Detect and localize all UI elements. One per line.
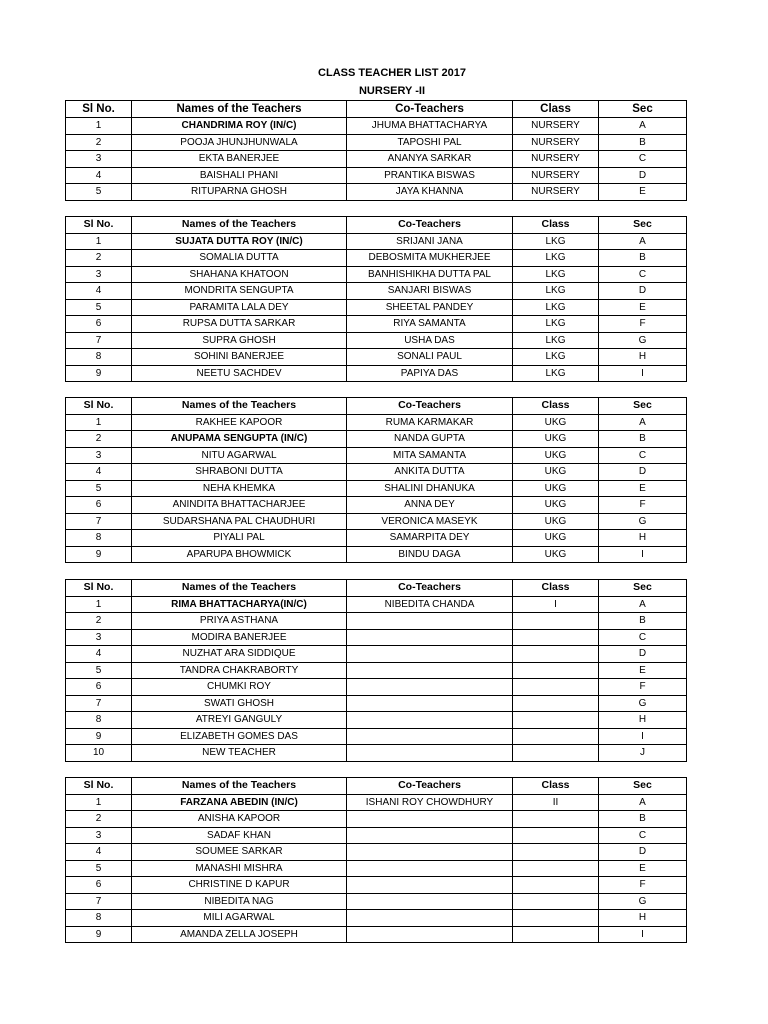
- cell-serial-no: 4: [66, 167, 132, 184]
- teacher-table: [65, 216, 687, 382]
- cell-class: NURSERY: [513, 167, 599, 184]
- table-row: [66, 414, 687, 431]
- cell-serial-no: 4: [66, 646, 132, 663]
- cell-section: A: [599, 794, 687, 811]
- cell-class: NURSERY: [513, 134, 599, 151]
- cell-co-teacher: [347, 745, 513, 762]
- cell-teacher-name: POOJA JHUNJHUNWALA: [132, 134, 347, 151]
- cell-section: I: [599, 365, 687, 382]
- table-row: [66, 530, 687, 547]
- table-row: [66, 695, 687, 712]
- cell-section: I: [599, 926, 687, 943]
- cell-teacher-name: SUJATA DUTTA ROY (IN/C): [132, 233, 347, 250]
- cell-serial-no: 4: [66, 844, 132, 861]
- cell-co-teacher: BANHISHIKHA DUTTA PAL: [347, 266, 513, 283]
- table-row: [66, 283, 687, 300]
- table-row: [66, 662, 687, 679]
- cell-section: B: [599, 811, 687, 828]
- cell-serial-no: 6: [66, 877, 132, 894]
- teacher-table: [65, 397, 687, 563]
- cell-co-teacher: ANKITA DUTTA: [347, 464, 513, 481]
- column-header-class: Class: [513, 778, 599, 795]
- cell-co-teacher: [347, 893, 513, 910]
- column-header-teacher-name: Names of the Teachers: [132, 101, 347, 118]
- cell-teacher-name: SUPRA GHOSH: [132, 332, 347, 349]
- column-header-teacher-name: Names of the Teachers: [132, 398, 347, 415]
- cell-serial-no: 2: [66, 250, 132, 267]
- cell-co-teacher: MITA SAMANTA: [347, 447, 513, 464]
- cell-serial-no: 2: [66, 613, 132, 630]
- table-row: [66, 151, 687, 168]
- cell-section: I: [599, 728, 687, 745]
- table-header-row: [66, 101, 687, 118]
- cell-section: G: [599, 695, 687, 712]
- table-row: [66, 728, 687, 745]
- cell-serial-no: 3: [66, 151, 132, 168]
- cell-serial-no: 5: [66, 662, 132, 679]
- table-row: [66, 233, 687, 250]
- cell-class: LKG: [513, 299, 599, 316]
- column-header-co-teacher: Co-Teachers: [347, 101, 513, 118]
- table-header-row: [66, 398, 687, 415]
- table-row: [66, 497, 687, 514]
- cell-teacher-name: SUDARSHANA PAL CHAUDHURI: [132, 513, 347, 530]
- cell-section: D: [599, 844, 687, 861]
- table-row: [66, 546, 687, 563]
- cell-class: [513, 662, 599, 679]
- teacher-table: [65, 579, 687, 762]
- cell-serial-no: 1: [66, 233, 132, 250]
- cell-co-teacher: BINDU DAGA: [347, 546, 513, 563]
- cell-serial-no: 5: [66, 299, 132, 316]
- cell-teacher-name: NEETU SACHDEV: [132, 365, 347, 382]
- cell-section: C: [599, 629, 687, 646]
- cell-serial-no: 1: [66, 596, 132, 613]
- column-header-teacher-name: Names of the Teachers: [132, 580, 347, 597]
- cell-class: [513, 745, 599, 762]
- cell-section: D: [599, 167, 687, 184]
- cell-teacher-name: SADAF KHAN: [132, 827, 347, 844]
- column-header-class: Class: [513, 101, 599, 118]
- cell-section: B: [599, 250, 687, 267]
- cell-co-teacher: [347, 613, 513, 630]
- cell-section: G: [599, 893, 687, 910]
- column-header-serial-no: Sl No.: [66, 101, 132, 118]
- cell-section: H: [599, 530, 687, 547]
- cell-teacher-name: ATREYI GANGULY: [132, 712, 347, 729]
- cell-co-teacher: ANNA DEY: [347, 497, 513, 514]
- cell-section: J: [599, 745, 687, 762]
- cell-teacher-name: TANDRA CHAKRABORTY: [132, 662, 347, 679]
- cell-section: E: [599, 662, 687, 679]
- cell-teacher-name: ANISHA KAPOOR: [132, 811, 347, 828]
- cell-serial-no: 7: [66, 332, 132, 349]
- column-header-class: Class: [513, 217, 599, 234]
- column-header-serial-no: Sl No.: [66, 398, 132, 415]
- cell-class: I: [513, 596, 599, 613]
- cell-teacher-name: SOHINI BANERJEE: [132, 349, 347, 366]
- page-subtitle: NURSERY -II: [358, 85, 425, 97]
- cell-co-teacher: RIYA SAMANTA: [347, 316, 513, 333]
- cell-co-teacher: [347, 728, 513, 745]
- table-row: [66, 811, 687, 828]
- cell-serial-no: 1: [66, 794, 132, 811]
- cell-co-teacher: SANJARI BISWAS: [347, 283, 513, 300]
- cell-class: UKG: [513, 546, 599, 563]
- cell-class: LKG: [513, 250, 599, 267]
- cell-co-teacher: [347, 646, 513, 663]
- cell-co-teacher: NANDA GUPTA: [347, 431, 513, 448]
- cell-class: LKG: [513, 266, 599, 283]
- cell-teacher-name: RITUPARNA GHOSH: [132, 184, 347, 201]
- cell-teacher-name: MONDRITA SENGUPTA: [132, 283, 347, 300]
- cell-serial-no: 5: [66, 480, 132, 497]
- cell-section: H: [599, 712, 687, 729]
- teacher-table: [65, 100, 687, 201]
- cell-section: I: [599, 546, 687, 563]
- table-row: [66, 266, 687, 283]
- table-row: [66, 184, 687, 201]
- table-row: [66, 332, 687, 349]
- teacher-table: [65, 777, 687, 943]
- cell-class: LKG: [513, 233, 599, 250]
- cell-serial-no: 8: [66, 349, 132, 366]
- cell-section: H: [599, 349, 687, 366]
- cell-class: LKG: [513, 283, 599, 300]
- table-row: [66, 827, 687, 844]
- column-header-section: Sec: [599, 101, 687, 118]
- cell-co-teacher: ANANYA SARKAR: [347, 151, 513, 168]
- cell-teacher-name: NIBEDITA NAG: [132, 893, 347, 910]
- cell-section: F: [599, 316, 687, 333]
- cell-section: C: [599, 151, 687, 168]
- table-row: [66, 860, 687, 877]
- table-row: [66, 513, 687, 530]
- cell-section: G: [599, 332, 687, 349]
- table-row: [66, 613, 687, 630]
- column-header-class: Class: [513, 580, 599, 597]
- column-header-co-teacher: Co-Teachers: [347, 580, 513, 597]
- cell-section: A: [599, 118, 687, 135]
- table-row: [66, 365, 687, 382]
- cell-teacher-name: SHAHANA KHATOON: [132, 266, 347, 283]
- table-row: [66, 134, 687, 151]
- cell-serial-no: 8: [66, 910, 132, 927]
- cell-section: C: [599, 266, 687, 283]
- cell-co-teacher: SHALINI DHANUKA: [347, 480, 513, 497]
- table-row: [66, 118, 687, 135]
- cell-class: UKG: [513, 497, 599, 514]
- table-row: [66, 480, 687, 497]
- cell-serial-no: 10: [66, 745, 132, 762]
- table-row: [66, 844, 687, 861]
- cell-serial-no: 2: [66, 134, 132, 151]
- cell-section: B: [599, 134, 687, 151]
- cell-section: D: [599, 283, 687, 300]
- cell-teacher-name: PARAMITA LALA DEY: [132, 299, 347, 316]
- table-row: [66, 167, 687, 184]
- cell-section: C: [599, 447, 687, 464]
- column-header-serial-no: Sl No.: [66, 217, 132, 234]
- cell-teacher-name: CHRISTINE D KAPUR: [132, 877, 347, 894]
- cell-co-teacher: [347, 629, 513, 646]
- cell-section: D: [599, 464, 687, 481]
- column-header-serial-no: Sl No.: [66, 580, 132, 597]
- table-row: [66, 926, 687, 943]
- cell-class: [513, 910, 599, 927]
- cell-co-teacher: [347, 926, 513, 943]
- cell-class: [513, 712, 599, 729]
- cell-co-teacher: SRIJANI JANA: [347, 233, 513, 250]
- cell-serial-no: 1: [66, 414, 132, 431]
- cell-section: F: [599, 679, 687, 696]
- cell-co-teacher: [347, 712, 513, 729]
- cell-teacher-name: RIMA BHATTACHARYA(IN/C): [132, 596, 347, 613]
- cell-teacher-name: CHANDRIMA ROY (IN/C): [132, 118, 347, 135]
- cell-class: [513, 811, 599, 828]
- table-header-row: [66, 778, 687, 795]
- cell-serial-no: 3: [66, 629, 132, 646]
- cell-teacher-name: NEHA KHEMKA: [132, 480, 347, 497]
- cell-serial-no: 9: [66, 728, 132, 745]
- cell-serial-no: 5: [66, 184, 132, 201]
- cell-class: [513, 877, 599, 894]
- column-header-class: Class: [513, 398, 599, 415]
- cell-co-teacher: SONALI PAUL: [347, 349, 513, 366]
- cell-co-teacher: JAYA KHANNA: [347, 184, 513, 201]
- cell-section: B: [599, 431, 687, 448]
- cell-section: A: [599, 414, 687, 431]
- table-row: [66, 464, 687, 481]
- table-header-row: [66, 217, 687, 234]
- table-row: [66, 877, 687, 894]
- column-header-serial-no: Sl No.: [66, 778, 132, 795]
- table-row: [66, 745, 687, 762]
- cell-teacher-name: RUPSA DUTTA SARKAR: [132, 316, 347, 333]
- column-header-co-teacher: Co-Teachers: [347, 778, 513, 795]
- cell-co-teacher: [347, 860, 513, 877]
- cell-serial-no: 9: [66, 926, 132, 943]
- cell-serial-no: 9: [66, 546, 132, 563]
- cell-teacher-name: EKTA BANERJEE: [132, 151, 347, 168]
- cell-teacher-name: ANINDITA BHATTACHARJEE: [132, 497, 347, 514]
- table-row: [66, 299, 687, 316]
- cell-class: NURSERY: [513, 118, 599, 135]
- cell-serial-no: 8: [66, 712, 132, 729]
- cell-teacher-name: CHUMKI ROY: [132, 679, 347, 696]
- cell-teacher-name: NITU AGARWAL: [132, 447, 347, 464]
- cell-serial-no: 3: [66, 827, 132, 844]
- cell-co-teacher: [347, 844, 513, 861]
- cell-section: E: [599, 480, 687, 497]
- cell-class: [513, 893, 599, 910]
- cell-teacher-name: ELIZABETH GOMES DAS: [132, 728, 347, 745]
- cell-co-teacher: DEBOSMITA MUKHERJEE: [347, 250, 513, 267]
- cell-teacher-name: SHRABONI DUTTA: [132, 464, 347, 481]
- column-header-co-teacher: Co-Teachers: [347, 398, 513, 415]
- cell-teacher-name: NUZHAT ARA SIDDIQUE: [132, 646, 347, 663]
- cell-class: [513, 728, 599, 745]
- cell-co-teacher: PAPIYA DAS: [347, 365, 513, 382]
- cell-teacher-name: BAISHALI PHANI: [132, 167, 347, 184]
- table-row: [66, 250, 687, 267]
- table-row: [66, 431, 687, 448]
- cell-serial-no: 2: [66, 431, 132, 448]
- cell-serial-no: 7: [66, 695, 132, 712]
- column-header-section: Sec: [599, 778, 687, 795]
- cell-class: [513, 613, 599, 630]
- cell-co-teacher: [347, 695, 513, 712]
- cell-section: F: [599, 877, 687, 894]
- cell-class: LKG: [513, 349, 599, 366]
- cell-class: II: [513, 794, 599, 811]
- cell-class: UKG: [513, 431, 599, 448]
- cell-serial-no: 9: [66, 365, 132, 382]
- cell-serial-no: 7: [66, 893, 132, 910]
- cell-section: D: [599, 646, 687, 663]
- cell-class: [513, 695, 599, 712]
- table-row: [66, 646, 687, 663]
- cell-co-teacher: SAMARPITA DEY: [347, 530, 513, 547]
- cell-co-teacher: USHA DAS: [347, 332, 513, 349]
- cell-teacher-name: SOMALIA DUTTA: [132, 250, 347, 267]
- cell-teacher-name: NEW TEACHER: [132, 745, 347, 762]
- cell-serial-no: 2: [66, 811, 132, 828]
- cell-class: NURSERY: [513, 184, 599, 201]
- cell-section: A: [599, 596, 687, 613]
- cell-co-teacher: [347, 827, 513, 844]
- cell-class: [513, 926, 599, 943]
- cell-section: B: [599, 613, 687, 630]
- cell-serial-no: 6: [66, 316, 132, 333]
- cell-teacher-name: AMANDA ZELLA JOSEPH: [132, 926, 347, 943]
- cell-class: [513, 860, 599, 877]
- column-header-teacher-name: Names of the Teachers: [132, 217, 347, 234]
- cell-serial-no: 5: [66, 860, 132, 877]
- table-header-row: [66, 580, 687, 597]
- cell-class: LKG: [513, 365, 599, 382]
- cell-serial-no: 1: [66, 118, 132, 135]
- cell-serial-no: 8: [66, 530, 132, 547]
- cell-teacher-name: PIYALI PAL: [132, 530, 347, 547]
- cell-serial-no: 7: [66, 513, 132, 530]
- cell-teacher-name: SWATI GHOSH: [132, 695, 347, 712]
- cell-class: UKG: [513, 480, 599, 497]
- column-header-section: Sec: [599, 398, 687, 415]
- cell-section: E: [599, 299, 687, 316]
- cell-serial-no: 3: [66, 447, 132, 464]
- table-row: [66, 629, 687, 646]
- cell-class: NURSERY: [513, 151, 599, 168]
- cell-class: UKG: [513, 464, 599, 481]
- cell-co-teacher: RUMA KARMAKAR: [347, 414, 513, 431]
- cell-class: [513, 827, 599, 844]
- table-row: [66, 349, 687, 366]
- table-row: [66, 794, 687, 811]
- column-header-teacher-name: Names of the Teachers: [132, 778, 347, 795]
- table-row: [66, 316, 687, 333]
- cell-teacher-name: ANUPAMA SENGUPTA (IN/C): [132, 431, 347, 448]
- cell-section: A: [599, 233, 687, 250]
- cell-co-teacher: PRANTIKA BISWAS: [347, 167, 513, 184]
- cell-co-teacher: SHEETAL PANDEY: [347, 299, 513, 316]
- column-header-section: Sec: [599, 217, 687, 234]
- cell-co-teacher: ISHANI ROY CHOWDHURY: [347, 794, 513, 811]
- cell-class: [513, 679, 599, 696]
- table-row: [66, 596, 687, 613]
- cell-teacher-name: MODIRA BANERJEE: [132, 629, 347, 646]
- cell-class: UKG: [513, 513, 599, 530]
- cell-class: [513, 844, 599, 861]
- cell-teacher-name: FARZANA ABEDIN (IN/C): [132, 794, 347, 811]
- cell-class: [513, 629, 599, 646]
- column-header-section: Sec: [599, 580, 687, 597]
- cell-teacher-name: PRIYA ASTHANA: [132, 613, 347, 630]
- table-row: [66, 893, 687, 910]
- cell-class: LKG: [513, 316, 599, 333]
- cell-section: E: [599, 860, 687, 877]
- cell-co-teacher: [347, 679, 513, 696]
- cell-teacher-name: APARUPA BHOWMICK: [132, 546, 347, 563]
- cell-co-teacher: [347, 811, 513, 828]
- cell-class: [513, 646, 599, 663]
- cell-co-teacher: [347, 662, 513, 679]
- cell-serial-no: 4: [66, 464, 132, 481]
- cell-section: H: [599, 910, 687, 927]
- table-row: [66, 679, 687, 696]
- cell-co-teacher: [347, 877, 513, 894]
- cell-co-teacher: JHUMA BHATTACHARYA: [347, 118, 513, 135]
- cell-teacher-name: SOUMEE SARKAR: [132, 844, 347, 861]
- cell-section: G: [599, 513, 687, 530]
- cell-class: UKG: [513, 447, 599, 464]
- cell-section: C: [599, 827, 687, 844]
- cell-class: UKG: [513, 414, 599, 431]
- column-header-co-teacher: Co-Teachers: [347, 217, 513, 234]
- page-title: CLASS TEACHER LIST 2017: [318, 67, 466, 79]
- cell-teacher-name: MILI AGARWAL: [132, 910, 347, 927]
- table-row: [66, 910, 687, 927]
- cell-co-teacher: TAPOSHI PAL: [347, 134, 513, 151]
- cell-section: E: [599, 184, 687, 201]
- cell-co-teacher: NIBEDITA CHANDA: [347, 596, 513, 613]
- cell-serial-no: 3: [66, 266, 132, 283]
- cell-class: UKG: [513, 530, 599, 547]
- cell-co-teacher: VERONICA MASEYK: [347, 513, 513, 530]
- table-row: [66, 447, 687, 464]
- cell-class: LKG: [513, 332, 599, 349]
- cell-teacher-name: RAKHEE KAPOOR: [132, 414, 347, 431]
- cell-co-teacher: [347, 910, 513, 927]
- cell-teacher-name: MANASHI MISHRA: [132, 860, 347, 877]
- cell-serial-no: 6: [66, 679, 132, 696]
- cell-serial-no: 6: [66, 497, 132, 514]
- table-row: [66, 712, 687, 729]
- cell-serial-no: 4: [66, 283, 132, 300]
- cell-section: F: [599, 497, 687, 514]
